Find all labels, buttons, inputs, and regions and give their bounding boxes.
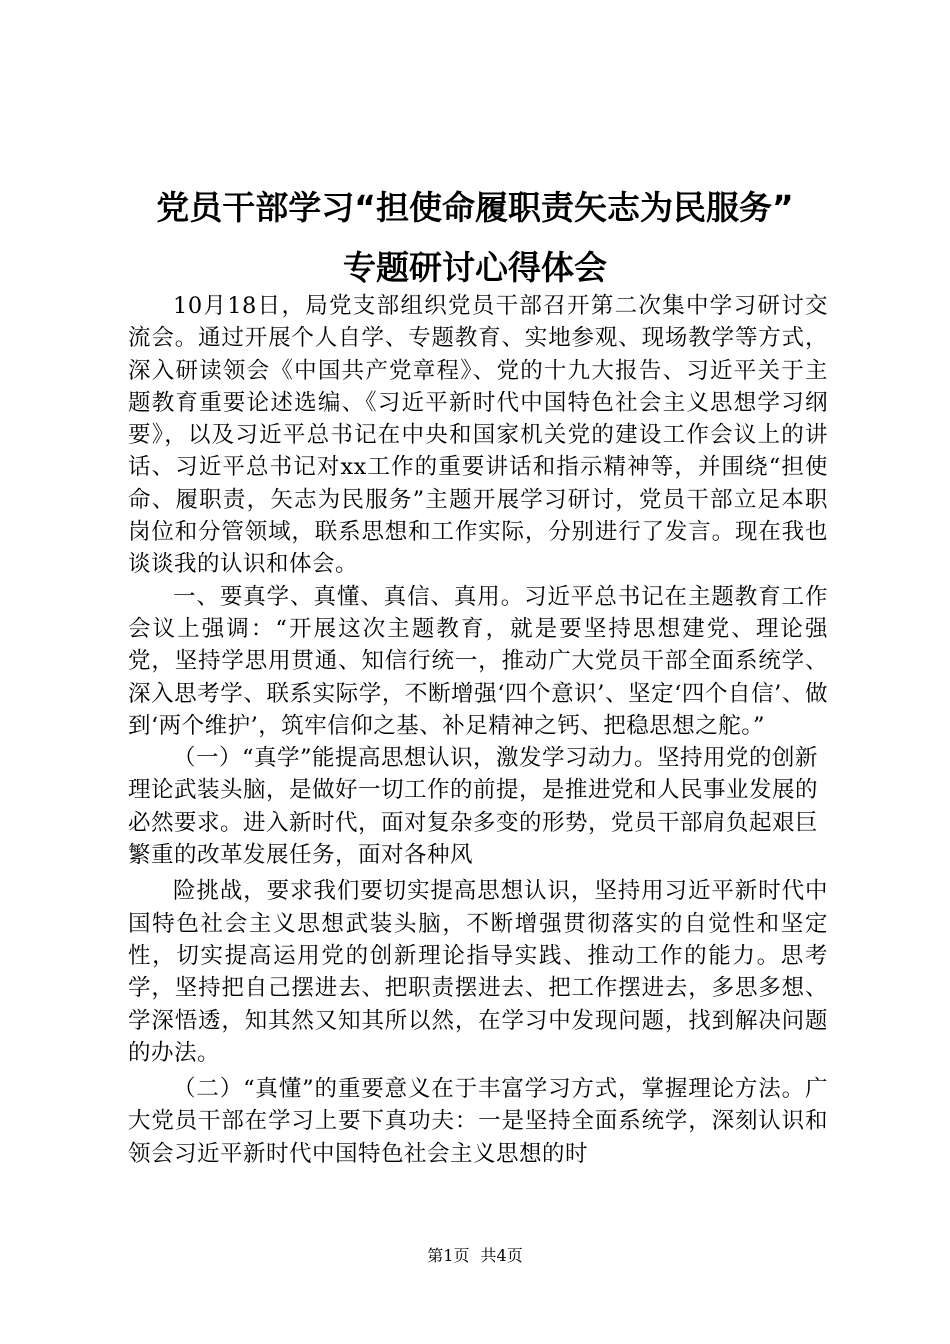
paragraph-5: （二）“真懂”的重要意义在于丰富学习方式，掌握理论方法。广大党员干部在学习上要下真功夫：一是坚持全面系统学，深刻认识和领会习近平新时代中国特色社会主义思想的时	[128, 1076, 828, 1167]
paragraph-3: （一）“真学”能提高思想认识，激发学习动力。坚持用党的创新理论武装头脑，是做好一切工作的前提，是推进党和人民事业发展的必然要求。进入新时代，面对复杂多变的形势，党员干部肩负起艰巨繁重的改革发展任务，面对各种风	[128, 745, 819, 869]
document-title-line-2: 专题研讨心得体会	[343, 248, 607, 287]
document-body	[128, 290, 828, 1170]
paragraph-1: 10月18日，局党支部组织党员干部召开第二次集中学习研讨交流会。通过开展个人自学、专题教育、实地参观、现场教学等方式，深入研读领会《中国共产党章程》、党的十九大报告、习近平关于主题教育重要论述选编、《习近平新时代中国特色社会主义思想学习纲要》，以及习近平总书记在中央和国家机关党的建设工作会议上的讲话、习近平总书记对xx工作的重要讲话和指示精神等，并围绕“担使命、履职责，矢志为民服务”主题开展学习研讨，党员干部立足本职岗位和分管领域，联系思想和工作实际，分别进行了发言。现在我也谈谈我的认识和体会。	[128, 293, 828, 578]
paragraph-2: 一、要真学、真懂、真信、真用。习近平总书记在主题教育工作会议上强调：“开展这次主题教育，就是要坚持思想建党、理论强党，坚持学思用贯通、知信行统一，推动广大党员干部全面系统学、深入思考学、联系实际学，不断增强‘四个意识’、坚定‘四个自信’、做到‘两个维护’，筑牢信仰之基、补足精神之钙、把稳思想之舵。”	[128, 583, 828, 739]
page-number-current: 第1页	[427, 1246, 470, 1265]
document-title-line-1: 党员干部学习“担使命履职责矢志为民服务”	[156, 188, 794, 227]
page-number-total: 共4页	[480, 1246, 523, 1265]
paragraph-4: 险挑战，要求我们要切实提高思想认识，坚持用习近平新时代中国特色社会主义思想武装头脑，不断增强贯彻落实的自觉性和坚定性，切实提高运用党的创新理论指导实践、推动工作的能力。思考学，坚持把自己摆进去、把职责摆进去、把工作摆进去，多思多想、学深悟透，知其然又知其所以然，在学习中发现问题，找到解决问题的办法。	[128, 878, 828, 1066]
page-footer	[0, 1246, 950, 1266]
